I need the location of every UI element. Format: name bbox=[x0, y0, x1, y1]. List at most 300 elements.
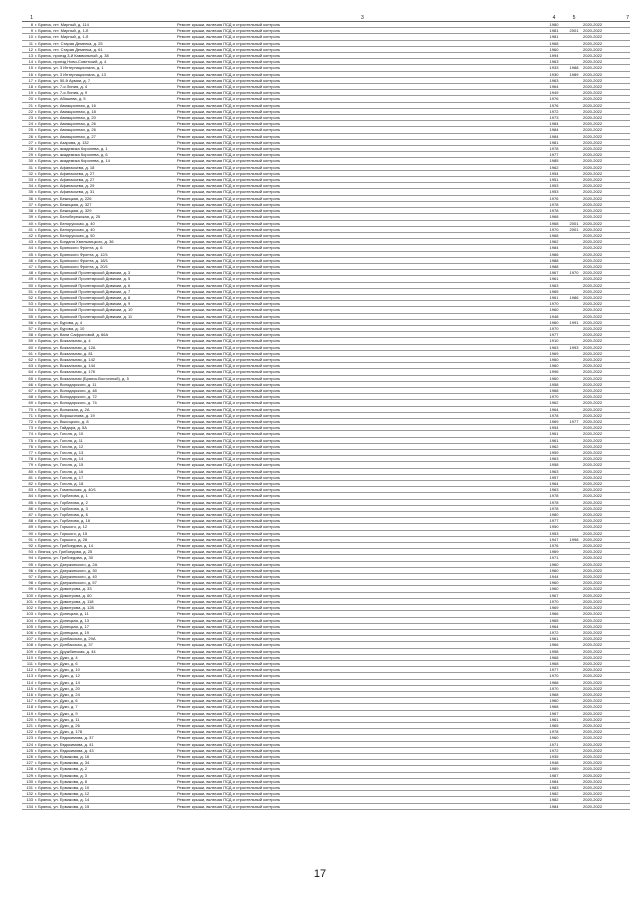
work-type-cell: Ремонт крыши, включая ПСД и строительный контроль bbox=[176, 245, 360, 251]
work-type-cell: Ремонт крыши, включая ПСД и строительный контроль bbox=[176, 164, 360, 170]
period-cell: 2020-2022 bbox=[582, 239, 630, 245]
year-built-cell: 1966 bbox=[542, 642, 566, 648]
year-built-cell: 1978 bbox=[542, 729, 566, 735]
work-type-cell: Ремонт крыши, включая ПСД и строительный контроль bbox=[176, 710, 360, 716]
address-cell: г. Брянск, ул. Ермакова, д. 8 bbox=[34, 778, 176, 784]
work-type-cell: Ремонт крыши, включая ПСД и строительный контроль bbox=[176, 456, 360, 462]
period-cell: 2020-2022 bbox=[582, 667, 630, 673]
address-cell: г. Брянск, ул. Азарова, д. 132 bbox=[34, 139, 176, 145]
reconstruction-year-cell: 1988 bbox=[566, 65, 582, 71]
period-cell: 2020-2022 bbox=[582, 84, 630, 90]
address-cell: г. Брянск, ул. Донецкая, д. 13 bbox=[34, 617, 176, 623]
address-cell: г. Брянск, ул. Горбатова, д. 3 bbox=[34, 505, 176, 511]
work-type-cell: Ремонт крыши, включая ПСД и строительный контроль bbox=[176, 636, 360, 642]
address-cell: г. Брянск, ул. Бежицкая, д. 327 bbox=[34, 201, 176, 207]
work-type-cell: Ремонт крыши, включая ПСД и строительный контроль bbox=[176, 605, 360, 611]
period-cell: 2020-2022 bbox=[582, 499, 630, 505]
period-cell: 2020-2022 bbox=[582, 332, 630, 338]
year-built-cell: 1971 bbox=[542, 555, 566, 561]
year-built-cell: 1961 bbox=[542, 431, 566, 437]
row-number: 41 bbox=[22, 226, 34, 232]
year-built-cell: 1966 bbox=[542, 611, 566, 617]
year-built-cell: 1978 bbox=[542, 412, 566, 418]
work-type-cell: Ремонт крыши, включая ПСД и строительный контроль bbox=[176, 679, 360, 685]
row-number: 34 bbox=[22, 183, 34, 189]
row-number: 57 bbox=[22, 325, 34, 331]
work-type-cell: Ремонт крыши, включая ПСД и строительный контроль bbox=[176, 437, 360, 443]
period-cell: 2020-2022 bbox=[582, 294, 630, 300]
address-cell: г. Брянск, ул. 7-я Линия, д. 9 bbox=[34, 90, 176, 96]
year-built-cell: 1972 bbox=[542, 108, 566, 114]
period-cell: 2020-2022 bbox=[582, 598, 630, 604]
address-cell: г. Брянск, ул. Дуки, д. 9 bbox=[34, 710, 176, 716]
year-built-cell: 1968 bbox=[542, 679, 566, 685]
address-cell: г. Брянск, ул. Брянской Пролетарской Дивизии, д. 5 bbox=[34, 276, 176, 282]
year-built-cell: 1987 bbox=[542, 772, 566, 778]
year-built-cell: 1968 bbox=[542, 214, 566, 220]
row-number: 59 bbox=[22, 338, 34, 344]
row-number: 27 bbox=[22, 139, 34, 145]
row-number: 24 bbox=[22, 121, 34, 127]
year-built-cell: 1982 bbox=[542, 797, 566, 803]
row-number: 28 bbox=[22, 146, 34, 152]
address-cell: г. Брянск, ул. Ворошилова, д. 19 bbox=[34, 412, 176, 418]
period-cell: 2020-2022 bbox=[582, 133, 630, 139]
work-type-cell: Ремонт крыши, включая ПСД и строительный контроль bbox=[176, 462, 360, 468]
row-number: 37 bbox=[22, 201, 34, 207]
period-cell: 2020-2022 bbox=[582, 40, 630, 46]
row-number: 83 bbox=[22, 487, 34, 493]
work-type-cell: Ремонт крыши, включая ПСД и строительный контроль bbox=[176, 543, 360, 549]
year-built-cell: 1988 bbox=[542, 263, 566, 269]
row-number: 14 bbox=[22, 59, 34, 65]
period-cell: 2020-2022 bbox=[582, 716, 630, 722]
work-type-cell: Ремонт крыши, включая ПСД и строительный контроль bbox=[176, 214, 360, 220]
year-built-cell: 1978 bbox=[542, 208, 566, 214]
address-cell: г. Брянск, ул. Дуки, д. 24 bbox=[34, 691, 176, 697]
year-built-cell: 1973 bbox=[542, 115, 566, 121]
row-number: 8 bbox=[22, 22, 34, 28]
year-built-cell: 1984 bbox=[542, 803, 566, 809]
address-cell: г. Брянск, ул. Гоголя, д. 13 bbox=[34, 450, 176, 456]
address-cell: г. Брянск, ул. Володарского, д. 11 bbox=[34, 381, 176, 387]
address-cell: г. Брянск, ул. Дзержинского, д. 57 bbox=[34, 580, 176, 586]
row-number: 120 bbox=[22, 716, 34, 722]
address-cell: г. Брянск, ул. Богдана Хмельницкого, д. 36 bbox=[34, 239, 176, 245]
row-number: 55 bbox=[22, 313, 34, 319]
row-number: 56 bbox=[22, 319, 34, 325]
work-type-cell: Ремонт крыши, включая ПСД и строительный контроль bbox=[176, 381, 360, 387]
row-number: 30 bbox=[22, 158, 34, 164]
row-number: 44 bbox=[22, 245, 34, 251]
period-cell: 2020-2022 bbox=[582, 623, 630, 629]
row-number: 68 bbox=[22, 394, 34, 400]
work-type-cell: Ремонт крыши, включая ПСД и строительный контроль bbox=[176, 574, 360, 580]
address-cell: г. Брянск, ул. Авиационная, д. 16 bbox=[34, 102, 176, 108]
year-built-cell: 1962 bbox=[542, 400, 566, 406]
row-number: 60 bbox=[22, 344, 34, 350]
row-number: 52 bbox=[22, 294, 34, 300]
year-built-cell: 1970 bbox=[542, 226, 566, 232]
row-number: 70 bbox=[22, 406, 34, 412]
row-number: 106 bbox=[22, 629, 34, 635]
year-built-cell: 1961 bbox=[542, 276, 566, 282]
address-cell: г. Брянск, ул. Бежицкая, д. 226 bbox=[34, 195, 176, 201]
row-number: 124 bbox=[22, 741, 34, 747]
address-cell: г. Брянск, ул. Донбасская, д. 37 bbox=[34, 642, 176, 648]
period-cell: 2020-2022 bbox=[582, 605, 630, 611]
period-cell: 2020-2022 bbox=[582, 574, 630, 580]
work-type-cell: Ремонт крыши, включая ПСД и строительный контроль bbox=[176, 195, 360, 201]
work-type-cell: Ремонт крыши, включая ПСД и строительный контроль bbox=[176, 654, 360, 660]
period-cell: 2020-2022 bbox=[582, 443, 630, 449]
period-cell: 2020-2022 bbox=[582, 406, 630, 412]
year-built-cell: 1985 bbox=[542, 158, 566, 164]
year-built-cell: 1963 bbox=[542, 487, 566, 493]
period-cell: 2020-2022 bbox=[582, 462, 630, 468]
row-number: 97 bbox=[22, 574, 34, 580]
address-cell: г. Брянск, ул. Гоголя, д. 16 bbox=[34, 468, 176, 474]
period-cell: 2020-2022 bbox=[582, 536, 630, 542]
address-cell: г. Брянск, ул. Афанасьева, д. 27 bbox=[34, 170, 176, 176]
year-built-cell: 1961 bbox=[542, 636, 566, 642]
address-cell: г. Брянск, ул. Дружбинская, д. 44 bbox=[34, 648, 176, 654]
address-cell: г. Брянск, ул. Бурова, д. 10 bbox=[34, 325, 176, 331]
address-cell: г. Брянск, проезд 3-й Камвольный, д. 38 bbox=[34, 53, 176, 59]
address-cell: г. Брянск, ул. Донецкая, д. 11 bbox=[34, 611, 176, 617]
year-built-cell: 1960 bbox=[542, 46, 566, 52]
year-built-cell: 1976 bbox=[542, 96, 566, 102]
work-type-cell: Ремонт крыши, включая ПСД и строительный контроль bbox=[176, 133, 360, 139]
address-cell: г. Брянск, ул. 50-й Армии, д. 7 bbox=[34, 77, 176, 83]
address-cell: г. Брянск, ул. Горького, д. 15 bbox=[34, 530, 176, 536]
year-built-cell: 1976 bbox=[542, 195, 566, 201]
period-cell: 2020-2022 bbox=[582, 524, 630, 530]
address-cell: г. Брянск, ул. Брянской Пролетарской Дивизии, д. 8 bbox=[34, 294, 176, 300]
period-cell: 2020-2022 bbox=[582, 183, 630, 189]
year-built-cell: 1971 bbox=[542, 741, 566, 747]
header-cell: 7 bbox=[582, 15, 630, 22]
row-number: 62 bbox=[22, 356, 34, 362]
row-number: 31 bbox=[22, 164, 34, 170]
work-type-cell: Ремонт крыши, включая ПСД и строительный контроль bbox=[176, 46, 360, 52]
work-type-cell: Ремонт крыши, включая ПСД и строительный контроль bbox=[176, 226, 360, 232]
work-type-cell: Ремонт крыши, включая ПСД и строительный контроль bbox=[176, 232, 360, 238]
work-type-cell: Ремонт крыши, включая ПСД и строительный контроль bbox=[176, 282, 360, 288]
period-cell: 2020-2022 bbox=[582, 803, 630, 809]
period-cell: 2020-2022 bbox=[582, 412, 630, 418]
work-type-cell: Ремонт крыши, включая ПСД и строительный контроль bbox=[176, 387, 360, 393]
work-type-cell: Ремонт крыши, включая ПСД и строительный контроль bbox=[176, 791, 360, 797]
year-built-cell: 1994 bbox=[542, 53, 566, 59]
period-cell: 2020-2022 bbox=[582, 679, 630, 685]
row-number: 82 bbox=[22, 481, 34, 487]
period-cell: 2020-2022 bbox=[582, 561, 630, 567]
period-cell: 2020-2022 bbox=[582, 108, 630, 114]
work-type-cell: Ремонт крыши, включая ПСД и строительный контроль bbox=[176, 71, 360, 77]
year-built-cell: 1963 bbox=[542, 282, 566, 288]
row-number: 64 bbox=[22, 369, 34, 375]
period-cell: 2020-2022 bbox=[582, 493, 630, 499]
period-cell: 2020-2022 bbox=[582, 257, 630, 263]
address-cell: г. Брянск, ул. Вокзальная, д. 144 bbox=[34, 363, 176, 369]
row-number: 15 bbox=[22, 65, 34, 71]
row-number: 116 bbox=[22, 691, 34, 697]
period-cell: 2020-2022 bbox=[582, 34, 630, 40]
work-type-cell: Ремонт крыши, включая ПСД и строительный контроль bbox=[176, 115, 360, 121]
address-cell: г. Брянск, ул. Димитрова, д. 128 bbox=[34, 605, 176, 611]
work-type-cell: Ремонт крыши, включая ПСД и строительный контроль bbox=[176, 102, 360, 108]
period-cell: 2020-2022 bbox=[582, 77, 630, 83]
period-cell: 2020-2022 bbox=[582, 691, 630, 697]
year-built-cell: 1984 bbox=[542, 127, 566, 133]
work-type-cell: Ремонт крыши, включая ПСД и строительный контроль bbox=[176, 22, 360, 28]
year-built-cell: 1961 bbox=[542, 716, 566, 722]
year-built-cell: 1986 bbox=[542, 251, 566, 257]
address-cell: г. Брянск, ул. Авиационная, д. 20 bbox=[34, 115, 176, 121]
work-type-cell: Ремонт крыши, включая ПСД и строительный контроль bbox=[176, 629, 360, 635]
address-cell: г. Брянск, ул. Донбасская, д. 29А bbox=[34, 636, 176, 642]
period-cell: 2020-2022 bbox=[582, 28, 630, 34]
work-type-cell: Ремонт крыши, включая ПСД и строительный контроль bbox=[176, 611, 360, 617]
address-cell: г. Брянск, ул. Ермакова, д. 12 bbox=[34, 791, 176, 797]
work-type-cell: Ремонт крыши, включая ПСД и строительный контроль bbox=[176, 59, 360, 65]
period-cell: 2020-2022 bbox=[582, 344, 630, 350]
row-number: 49 bbox=[22, 276, 34, 282]
year-built-cell: 1910 bbox=[542, 338, 566, 344]
address-cell: г. Брянск, ул. Горбатова, д. 2 bbox=[34, 499, 176, 505]
work-type-cell: Ремонт крыши, включая ПСД и строительный контроль bbox=[176, 307, 360, 313]
period-cell: 2020-2022 bbox=[582, 139, 630, 145]
year-built-cell: 1954 bbox=[542, 425, 566, 431]
address-cell: г. Брянск, ул. Бежицкая, д. 329 bbox=[34, 208, 176, 214]
address-cell: г. Брянск, ул. Брянского Фронта, д. 6 bbox=[34, 245, 176, 251]
period-cell: 2020-2022 bbox=[582, 512, 630, 518]
period-cell: 2020-2022 bbox=[582, 704, 630, 710]
period-cell: 2020-2022 bbox=[582, 784, 630, 790]
year-built-cell: 1978 bbox=[542, 499, 566, 505]
period-cell: 2020-2022 bbox=[582, 419, 630, 425]
address-cell: г. Брянск, ул. Белобережская, д. 25 bbox=[34, 214, 176, 220]
row-number: 26 bbox=[22, 133, 34, 139]
year-built-cell: 1967 bbox=[542, 592, 566, 598]
address-cell: г. Брянск, ул. Гоголя, д. 15 bbox=[34, 462, 176, 468]
row-number: 63 bbox=[22, 363, 34, 369]
work-type-cell: Ремонт крыши, включая ПСД и строительный контроль bbox=[176, 325, 360, 331]
period-cell: 2020-2022 bbox=[582, 530, 630, 536]
period-cell: 2020-2022 bbox=[582, 220, 630, 226]
work-type-cell: Ремонт крыши, включая ПСД и строительный контроль bbox=[176, 716, 360, 722]
address-cell: г. Брянск, ул. 3 Интернационала, д. 13 bbox=[34, 71, 176, 77]
year-built-cell: 1947 bbox=[542, 536, 566, 542]
address-cell: г. Брянск, ул. Брянского Фронта, д. 18/1 bbox=[34, 257, 176, 263]
year-built-cell: 1965 bbox=[542, 617, 566, 623]
address-cell: г. Брянск, ул. Димитрова, д. 33 bbox=[34, 586, 176, 592]
work-type-cell: Ремонт крыши, включая ПСД и строительный контроль bbox=[176, 294, 360, 300]
year-built-cell: 1960 bbox=[542, 698, 566, 704]
work-type-cell: Ремонт крыши, включая ПСД и строительный контроль bbox=[176, 108, 360, 114]
row-number: 35 bbox=[22, 189, 34, 195]
work-type-cell: Ремонт крыши, включая ПСД и строительный контроль bbox=[176, 735, 360, 741]
row-number: 13 bbox=[22, 53, 34, 59]
reconstruction-year-cell: 2001 bbox=[566, 220, 582, 226]
period-cell: 2020-2022 bbox=[582, 772, 630, 778]
row-number: 78 bbox=[22, 456, 34, 462]
row-number: 58 bbox=[22, 332, 34, 338]
work-type-cell: Ремонт крыши, включая ПСД и строительный контроль bbox=[176, 419, 360, 425]
year-built-cell: 1983 bbox=[542, 784, 566, 790]
row-number: 51 bbox=[22, 288, 34, 294]
work-type-cell: Ремонт крыши, включая ПСД и строительный контроль bbox=[176, 642, 360, 648]
year-built-cell: 1960 bbox=[542, 319, 566, 325]
row-number: 123 bbox=[22, 735, 34, 741]
work-type-cell: Ремонт крыши, включая ПСД и строительный контроль bbox=[176, 648, 360, 654]
document-table bbox=[22, 15, 630, 810]
row-number: 69 bbox=[22, 400, 34, 406]
period-cell: 2020-2022 bbox=[582, 350, 630, 356]
row-number: 65 bbox=[22, 375, 34, 381]
address-cell: г. Брянск, ул. Брянского Фронта, д. 20/1 bbox=[34, 263, 176, 269]
year-built-cell: 1972 bbox=[542, 629, 566, 635]
row-number: 25 bbox=[22, 127, 34, 133]
row-number: 117 bbox=[22, 698, 34, 704]
work-type-cell: Ремонт крыши, включая ПСД и строительный контроль bbox=[176, 729, 360, 735]
year-built-cell: 1949 bbox=[542, 90, 566, 96]
year-built-cell: 1964 bbox=[542, 84, 566, 90]
row-number: 105 bbox=[22, 623, 34, 629]
row-number: 10 bbox=[22, 34, 34, 40]
period-cell: 2020-2022 bbox=[582, 90, 630, 96]
row-number: 9 bbox=[22, 28, 34, 34]
address-cell: г. Брянск, ул. Дзержинского, д. 30 bbox=[34, 567, 176, 573]
row-number: 50 bbox=[22, 282, 34, 288]
row-number: 54 bbox=[22, 307, 34, 313]
work-type-cell: Ремонт крыши, включая ПСД и строительный контроль bbox=[176, 412, 360, 418]
address-cell: г. Брянск, ул. Авиационная, д. 26 bbox=[34, 127, 176, 133]
year-built-cell: 1981 bbox=[542, 34, 566, 40]
work-type-cell: Ремонт крыши, включая ПСД и строительный контроль bbox=[176, 338, 360, 344]
year-built-cell: 1977 bbox=[542, 152, 566, 158]
period-cell: 2020-2022 bbox=[582, 468, 630, 474]
year-built-cell: 1970 bbox=[542, 673, 566, 679]
address-cell: г. Брянск, ул. Белорусская, д. 40 bbox=[34, 226, 176, 232]
address-cell: г. Брянск, ул. Димитрова, д. 60 bbox=[34, 592, 176, 598]
address-cell: г. Брянск, ул. Брянской Пролетарской Дивизии, д. 3 bbox=[34, 270, 176, 276]
work-type-cell: Ремонт крыши, включая ПСД и строительный контроль bbox=[176, 784, 360, 790]
work-type-cell: Ремонт крыши, включая ПСД и строительный контроль bbox=[176, 760, 360, 766]
period-cell: 2020-2022 bbox=[582, 251, 630, 257]
row-number: 73 bbox=[22, 425, 34, 431]
address-cell: г. Брянск, ул. Дуки, д. 11 bbox=[34, 716, 176, 722]
address-cell: г. Брянск, ул. Брянской Пролетарской Дивизии, д. 7 bbox=[34, 288, 176, 294]
row-number: 23 bbox=[22, 115, 34, 121]
address-cell: г. Брянск, ул. Гоголя, д. 14 bbox=[34, 456, 176, 462]
work-type-cell: Ремонт крыши, включая ПСД и строительный контроль bbox=[176, 747, 360, 753]
work-type-cell: Ремонт крыши, включая ПСД и строительный контроль bbox=[176, 90, 360, 96]
address-cell: г. Брянск, ул. Вокзальная, д. 12А bbox=[34, 344, 176, 350]
work-type-cell: Ремонт крыши, включая ПСД и строительный контроль bbox=[176, 251, 360, 257]
year-built-cell: 1960 bbox=[542, 363, 566, 369]
period-cell: 2020-2022 bbox=[582, 648, 630, 654]
work-type-cell: Ремонт крыши, включая ПСД и строительный контроль bbox=[176, 685, 360, 691]
year-built-cell: 1968 bbox=[542, 40, 566, 46]
work-type-cell: Ремонт крыши, включая ПСД и строительный контроль bbox=[176, 189, 360, 195]
address-cell: г. Брянск, ул. Брянской Пролетарской Дивизии, д. 6 bbox=[34, 282, 176, 288]
year-built-cell: 1968 bbox=[542, 387, 566, 393]
address-cell: г. Брянск, ул. Донецкая, д. 17 bbox=[34, 623, 176, 629]
work-type-cell: Ремонт крыши, включая ПСД и строительный контроль bbox=[176, 84, 360, 90]
work-type-cell: Ремонт крыши, включая ПСД и строительный контроль bbox=[176, 356, 360, 362]
year-built-cell: 1988 bbox=[542, 257, 566, 263]
work-type-cell: Ремонт крыши, включая ПСД и строительный контроль bbox=[176, 474, 360, 480]
work-type-cell: Ремонт крыши, включая ПСД и строительный контроль bbox=[176, 201, 360, 207]
work-type-cell: Ремонт крыши, включая ПСД и строительный контроль bbox=[176, 146, 360, 152]
work-type-cell: Ремонт крыши, включая ПСД и строительный контроль bbox=[176, 350, 360, 356]
period-cell: 2020-2022 bbox=[582, 46, 630, 52]
row-number: 102 bbox=[22, 605, 34, 611]
address-cell: г. Брянск, ул. Дзержинского, д. 40 bbox=[34, 574, 176, 580]
period-cell: 2020-2022 bbox=[582, 431, 630, 437]
address-cell: г. Брянск, ул. Горбатова, д. 1 bbox=[34, 493, 176, 499]
row-number: 104 bbox=[22, 617, 34, 623]
work-type-cell: Ремонт крыши, включая ПСД и строительный контроль bbox=[176, 400, 360, 406]
address-cell: г. Брянск, ул. Дуки, д. 6 bbox=[34, 698, 176, 704]
reconstruction-year-cell: 1993 bbox=[566, 344, 582, 350]
address-cell: г. Брянск, ул. академика Королева, д. 6 bbox=[34, 152, 176, 158]
work-type-cell: Ремонт крыши, включая ПСД и строительный контроль bbox=[176, 34, 360, 40]
period-cell: 2020-2022 bbox=[582, 301, 630, 307]
row-number: 112 bbox=[22, 667, 34, 673]
period-cell: 2020-2022 bbox=[582, 586, 630, 592]
address-cell: г. Брянск, ул. Вокзальная, д. 176 bbox=[34, 369, 176, 375]
address-cell: г. Брянск, ул. Брянского Фронта, д. 12/1 bbox=[34, 251, 176, 257]
year-built-cell: 1970 bbox=[542, 598, 566, 604]
row-number: 12 bbox=[22, 46, 34, 52]
work-type-cell: Ремонт крыши, включая ПСД и строительный контроль bbox=[176, 77, 360, 83]
period-cell: 2020-2022 bbox=[582, 189, 630, 195]
year-built-cell: 1958 bbox=[542, 381, 566, 387]
row-number: 125 bbox=[22, 747, 34, 753]
address-cell: г. Брянск, ул. Володарского, д. 74 bbox=[34, 400, 176, 406]
row-number: 108 bbox=[22, 642, 34, 648]
row-number: 92 bbox=[22, 543, 34, 549]
year-built-cell: 1976 bbox=[542, 543, 566, 549]
address-cell: г. Брянск, ул. Евдокимова, д. 43 bbox=[34, 747, 176, 753]
work-type-cell: Ремонт крыши, включая ПСД и строительный контроль bbox=[176, 704, 360, 710]
row-number: 81 bbox=[22, 474, 34, 480]
year-built-cell: 1962 bbox=[542, 239, 566, 245]
address-cell: г. Брянск, ул. Ермакова, д. 14 bbox=[34, 797, 176, 803]
year-built-cell: 1970 bbox=[542, 685, 566, 691]
work-type-cell: Ремонт крыши, включая ПСД и строительный контроль bbox=[176, 239, 360, 245]
work-type-cell: Ремонт крыши, включая ПСД и строительный контроль bbox=[176, 257, 360, 263]
work-type-cell: Ремонт крыши, включая ПСД и строительный контроль bbox=[176, 288, 360, 294]
period-cell: 2020-2022 bbox=[582, 375, 630, 381]
work-type-cell: Ремонт крыши, включая ПСД и строительный контроль bbox=[176, 139, 360, 145]
work-type-cell: Ремонт крыши, включая ПСД и строительный контроль bbox=[176, 121, 360, 127]
year-built-cell: 1982 bbox=[542, 791, 566, 797]
period-cell: 2020-2022 bbox=[582, 307, 630, 313]
address-cell: г. Брянск, ул. Вокзальная (Брянск-Восточный), д. 5 bbox=[34, 375, 176, 381]
work-type-cell: Ремонт крыши, включая ПСД и строительный контроль bbox=[176, 158, 360, 164]
address-cell: г. Брянск, ул. Евдокимова, д. 37 bbox=[34, 735, 176, 741]
row-number: 71 bbox=[22, 412, 34, 418]
work-type-cell: Ремонт крыши, включая ПСД и строительный контроль bbox=[176, 65, 360, 71]
address-cell: г. Брянск, ул. Афанасьева, д. 31 bbox=[34, 189, 176, 195]
reconstruction-year-cell: 1977 bbox=[566, 419, 582, 425]
work-type-cell: Ремонт крыши, включая ПСД и строительный контроль bbox=[176, 592, 360, 598]
year-built-cell: 1935 bbox=[542, 753, 566, 759]
